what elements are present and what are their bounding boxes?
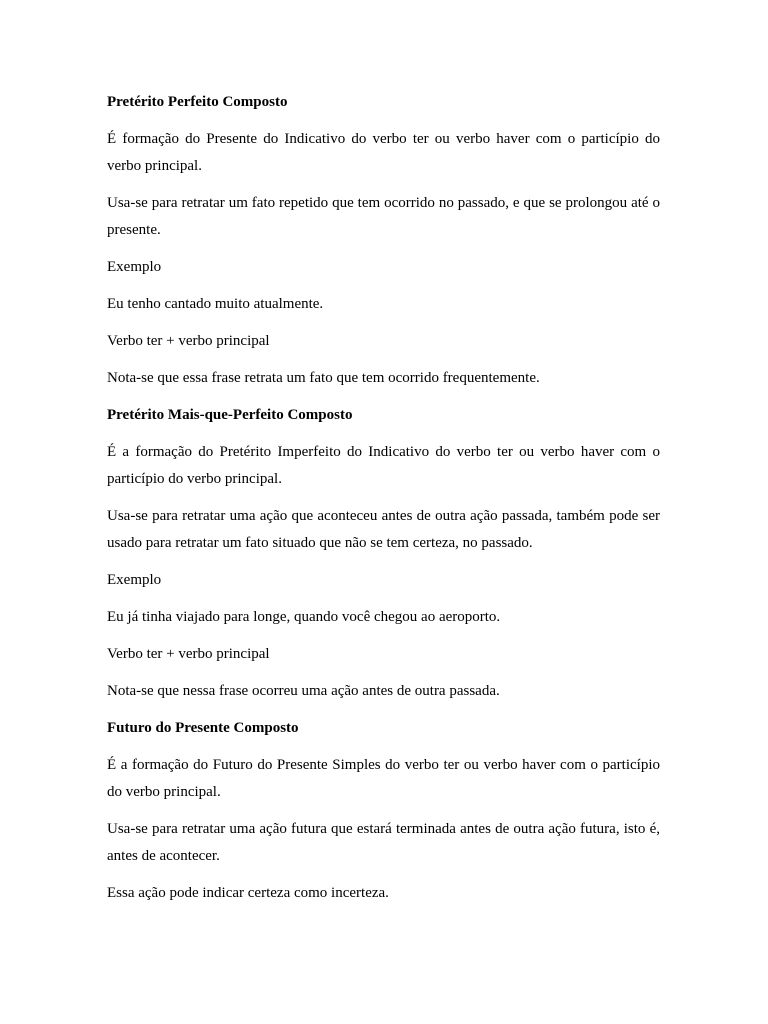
section-preterito-perfeito-composto [107, 89, 660, 392]
paragraph: Usa-se para retratar uma ação que aconteceu antes de outra ação passada, também pode ser usado para retratar um fato situado que não se tem certeza, no passado. [107, 508, 660, 551]
example-structure: Verbo ter + verbo principal [107, 333, 270, 349]
example-label: Exemplo [107, 572, 162, 588]
example-label: Exemplo [107, 259, 162, 275]
example-structure: Verbo ter + verbo principal [107, 646, 270, 662]
example-sentence: Eu já tinha viajado para longe, quando você chegou ao aeroporto. [107, 609, 501, 625]
section-futuro-do-presente-composto [107, 715, 660, 907]
paragraph: É a formação do Futuro do Presente Simples do verbo ter ou verbo haver com o particípio do verbo principal. [107, 757, 660, 800]
document-page [107, 89, 660, 917]
example-note: Nota-se que essa frase retrata um fato que tem ocorrido frequentemente. [107, 370, 540, 386]
section-heading: Pretérito Perfeito Composto [107, 94, 288, 110]
paragraph: Essa ação pode indicar certeza como incerteza. [107, 885, 389, 901]
paragraph: Usa-se para retratar uma ação futura que estará terminada antes de outra ação futura, isto é, antes de acontecer. [107, 821, 660, 864]
example-sentence: Eu tenho cantado muito atualmente. [107, 296, 324, 312]
section-heading: Futuro do Presente Composto [107, 720, 299, 736]
section-preterito-mais-que-perfeito-composto [107, 402, 660, 705]
paragraph: É a formação do Pretérito Imperfeito do Indicativo do verbo ter ou verbo haver com o particípio do verbo principal. [107, 444, 660, 487]
example-note: Nota-se que nessa frase ocorreu uma ação antes de outra passada. [107, 683, 500, 699]
paragraph: Usa-se para retratar um fato repetido que tem ocorrido no passado, e que se prolongou até o presente. [107, 195, 660, 238]
paragraph: É formação do Presente do Indicativo do verbo ter ou verbo haver com o particípio do verbo principal. [107, 131, 660, 174]
section-heading: Pretérito Mais-que-Perfeito Composto [107, 407, 353, 423]
